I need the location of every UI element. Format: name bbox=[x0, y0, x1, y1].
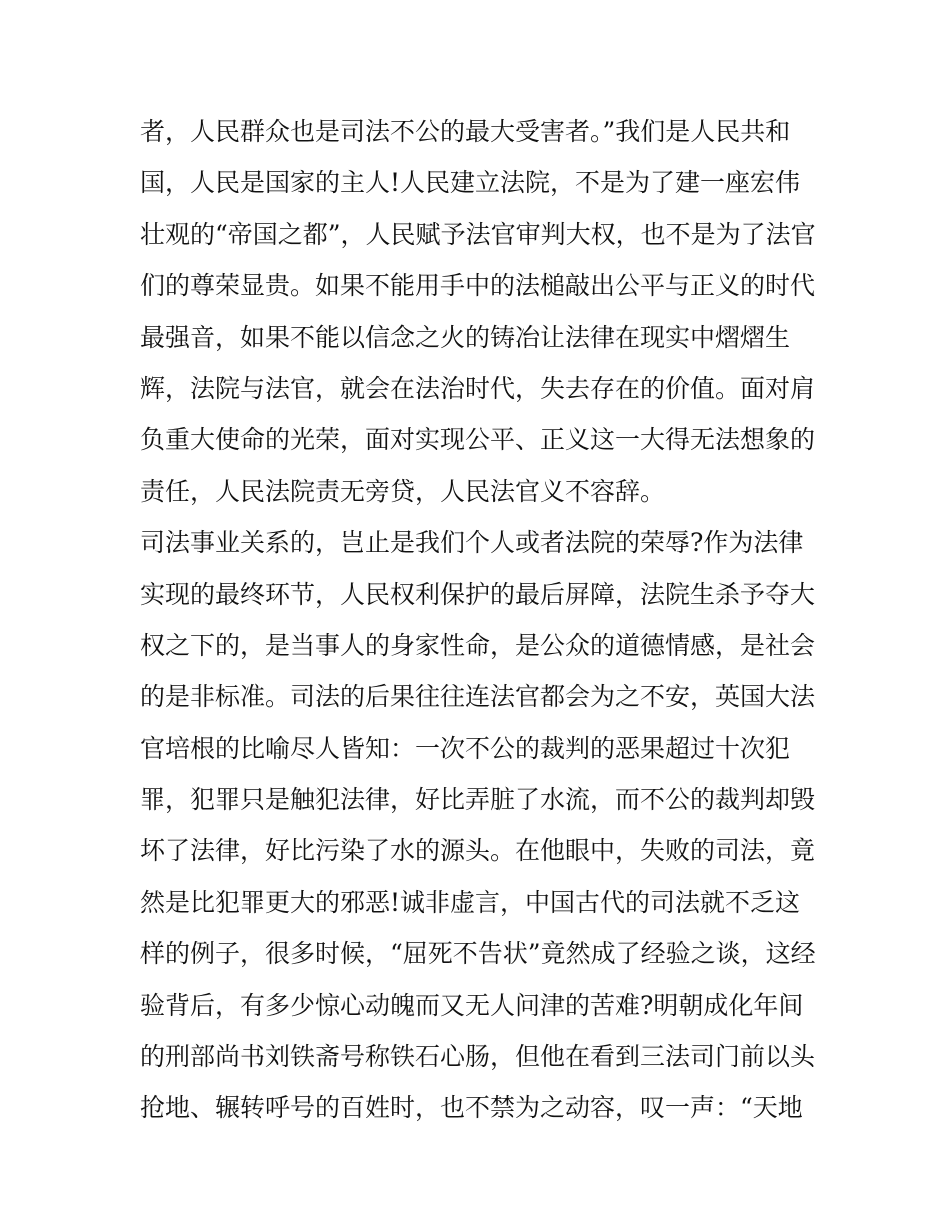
text-line: 验背后，有多少惊心动魄而又无人问津的苦难?明朝成化年间 bbox=[140, 990, 804, 1020]
text-line: 负重大使命的光荣，面对实现公平、正义这一大得无法想象的 bbox=[140, 425, 816, 455]
text-line: 壮观的“帝国之都”，人民赋予法官审判大权，也不是为了法官 bbox=[140, 219, 816, 249]
document-body bbox=[140, 106, 820, 1134]
text-line: 罪，犯罪只是触犯法律，好比弄脏了水流，而不公的裁判却毁 bbox=[140, 785, 816, 815]
text-line: 最强音，如果不能以信念之火的铸冶让法律在现实中熠熠生 bbox=[140, 322, 791, 352]
text-line: 的是非标准。司法的后果往往连法官都会为之不安，英国大法 bbox=[140, 682, 816, 712]
text-line: 坏了法律，好比污染了水的源头。在他眼中，失败的司法，竟 bbox=[140, 836, 816, 866]
text-line: 抢地、辗转呼号的百姓时，也不禁为之动容，叹一声：“天地 bbox=[140, 1093, 803, 1123]
text-line: 者，人民群众也是司法不公的最大受害者。”我们是人民共和 bbox=[140, 117, 791, 146]
text-line: 样的例子，很多时候，“屈死不告状”竟然成了经验之谈，这经 bbox=[140, 939, 816, 969]
text-line: 的刑部尚书刘铁斋号称铁石心肠，但他在看到三法司门前以头 bbox=[140, 1042, 816, 1072]
text-line: 辉，法院与法官，就会在法治时代，失去存在的价值。面对肩 bbox=[140, 373, 816, 403]
text-line: 权之下的，是当事人的身家性命，是公众的道德情感，是社会 bbox=[140, 630, 816, 660]
text-line: 官培根的比喻尽人皆知：一次不公的裁判的恶果超过十次犯 bbox=[140, 733, 791, 763]
text-line: 责任，人民法院责无旁贷，人民法官义不容辞。 bbox=[140, 476, 666, 506]
text-line: 们的尊荣显贵。如果不能用手中的法槌敲出公平与正义的时代 bbox=[140, 271, 816, 301]
text-line: 司法事业关系的，岂止是我们个人或者法院的荣辱?作为法律 bbox=[140, 528, 804, 558]
text-line: 实现的最终环节，人民权利保护的最后屏障，法院生杀予夺大 bbox=[140, 579, 816, 609]
text-line: 然是比犯罪更大的邪恶!诚非虚言，中国古代的司法就不乏这 bbox=[140, 887, 801, 917]
text-line: 国，人民是国家的主人!人民建立法院，不是为了建一座宏伟 bbox=[140, 168, 801, 198]
